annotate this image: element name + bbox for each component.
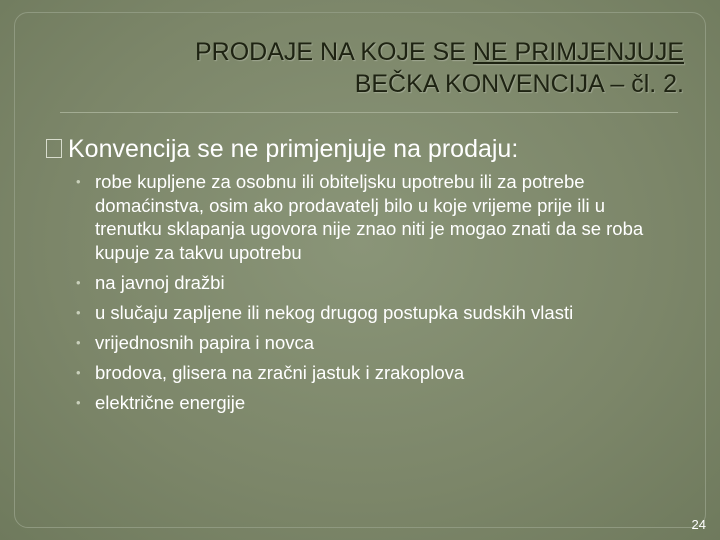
intro-bullet <box>46 132 518 166</box>
page-number: 24 <box>691 517 706 532</box>
bullet-dot-icon: • <box>76 174 81 189</box>
list-item: • vrijednosnih papira i novca <box>76 331 315 353</box>
title-text: PRODAJE NA KOJE SE <box>195 38 473 66</box>
bullet-dot-icon: • <box>76 334 81 350</box>
bullet-dot-icon: • <box>76 364 81 380</box>
title-line-2: BEČKA KONVENCIJA – čl. 2. <box>354 70 684 98</box>
square-bullet-icon <box>46 139 62 158</box>
list-item: • brodova, glisera na zračni jastuk i zrakoplova <box>76 361 465 383</box>
intro-text: Konvencija se ne primjenjuje na prodaju: <box>68 135 519 163</box>
slide-title <box>44 36 684 100</box>
title-divider <box>60 112 678 113</box>
bullet-dot-icon: • <box>76 394 81 410</box>
list-item: • na javnoj dražbi <box>76 271 225 293</box>
list-item: • robe kupljene za osobnu ili obiteljsku upotrebu ili za potrebe domaćinstva, osim ako prodavatelj bilo u koje vrijeme prije ili u trenutku sklapanja ugovora nije znao niti je mogao znati da se roba kupuje za takvu upotrebu <box>76 171 644 263</box>
list-item: • električne energije <box>76 391 246 413</box>
bullet-dot-icon: • <box>76 274 81 290</box>
bullet-dot-icon: • <box>76 304 81 320</box>
bullet-list <box>72 170 672 421</box>
list-item: • u slučaju zapljene ili nekog drugog postupka sudskih vlasti <box>76 301 574 323</box>
title-underlined-text: NE PRIMJENJUJE <box>472 38 684 66</box>
